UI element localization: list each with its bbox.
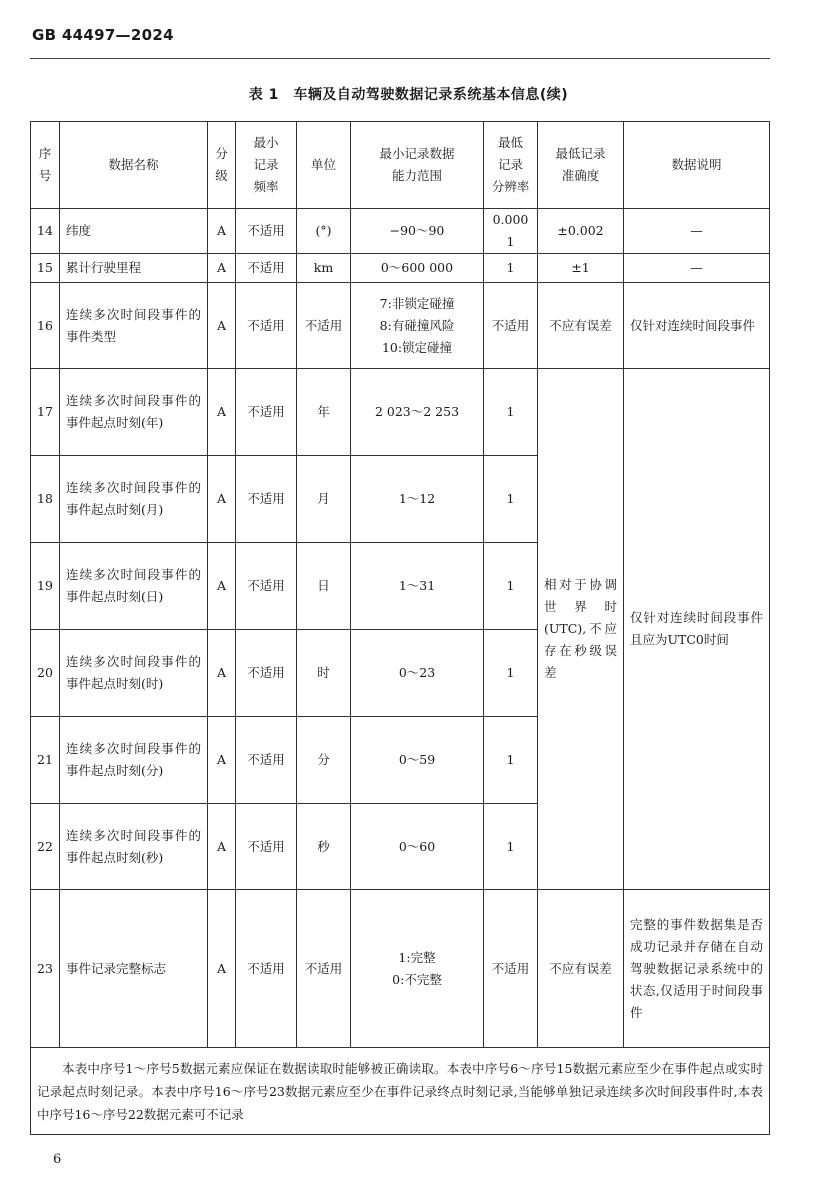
cell-name: 事件记录完整标志: [60, 890, 208, 1048]
cell-grade: A: [208, 717, 236, 804]
cell-grade: A: [208, 209, 236, 254]
cell-resolution: 1: [484, 804, 538, 890]
cell-name: 纬度: [60, 209, 208, 254]
cell-accuracy: ±0.002: [538, 209, 624, 254]
data-table: [30, 121, 770, 1135]
cell-name: 连续多次时间段事件的事件类型: [60, 283, 208, 369]
col-header-name: 数据名称: [60, 122, 208, 209]
header-rule: [30, 58, 770, 59]
cell-resolution: 1: [484, 254, 538, 283]
cell-frequency: 不适用: [236, 890, 297, 1048]
cell-description: 完整的事件数据集是否成功记录并存储在自动驾驶数据记录系统中的状态,仅适用于时间段事件: [624, 890, 770, 1048]
cell-range: −90～90: [351, 209, 484, 254]
cell-seq: 22: [31, 804, 60, 890]
cell-seq: 17: [31, 369, 60, 456]
cell-range: 0～60: [351, 804, 484, 890]
table-row: [31, 890, 770, 1048]
cell-unit: (°): [297, 209, 351, 254]
standard-code: GB 44497—2024: [32, 26, 174, 44]
cell-resolution: 不适用: [484, 283, 538, 369]
table-row: [31, 369, 770, 456]
table-row: [31, 283, 770, 369]
cell-resolution: 1: [484, 369, 538, 456]
cell-seq: 18: [31, 456, 60, 543]
cell-frequency: 不适用: [236, 543, 297, 630]
cell-accuracy: 不应有误差: [538, 890, 624, 1048]
table-row: [31, 254, 770, 283]
cell-frequency: 不适用: [236, 254, 297, 283]
cell-grade: A: [208, 254, 236, 283]
col-header-unit: 单位: [297, 122, 351, 209]
cell-resolution: 0.000 1: [484, 209, 538, 254]
cell-range: 1:完整 0:不完整: [351, 890, 484, 1048]
cell-range: 2 023～2 253: [351, 369, 484, 456]
cell-resolution: 不适用: [484, 890, 538, 1048]
cell-range: 0～23: [351, 630, 484, 717]
col-header-seq: 序 号: [31, 122, 60, 209]
cell-unit: 时: [297, 630, 351, 717]
cell-range: 7:非锁定碰撞 8:有碰撞风险 10:锁定碰撞: [351, 283, 484, 369]
cell-grade: A: [208, 283, 236, 369]
table-row: [31, 209, 770, 254]
cell-range: 1～31: [351, 543, 484, 630]
cell-frequency: 不适用: [236, 283, 297, 369]
cell-frequency: 不适用: [236, 717, 297, 804]
cell-resolution: 1: [484, 456, 538, 543]
col-header-accuracy: 最低记录 准确度: [538, 122, 624, 209]
cell-unit: 不适用: [297, 890, 351, 1048]
cell-name: 连续多次时间段事件的事件起点时刻(秒): [60, 804, 208, 890]
cell-unit: 年: [297, 369, 351, 456]
col-header-frequency: 最小 记录 频率: [236, 122, 297, 209]
cell-description-merged: 仅针对连续时间段事件且应为UTC0时间: [624, 369, 770, 890]
col-header-grade: 分 级: [208, 122, 236, 209]
cell-name: 连续多次时间段事件的事件起点时刻(月): [60, 456, 208, 543]
col-header-description: 数据说明: [624, 122, 770, 209]
cell-unit: 日: [297, 543, 351, 630]
cell-resolution: 1: [484, 630, 538, 717]
cell-grade: A: [208, 630, 236, 717]
footnote-row: [31, 1048, 770, 1135]
cell-accuracy-merged: 相对于协调世界时(UTC),不应存在秒级误差: [538, 369, 624, 890]
page-number: 6: [53, 1152, 62, 1167]
cell-unit: 秒: [297, 804, 351, 890]
cell-unit: 月: [297, 456, 351, 543]
cell-grade: A: [208, 369, 236, 456]
cell-grade: A: [208, 804, 236, 890]
cell-seq: 19: [31, 543, 60, 630]
cell-range: 0～59: [351, 717, 484, 804]
cell-frequency: 不适用: [236, 630, 297, 717]
cell-grade: A: [208, 543, 236, 630]
cell-range: 0～600 000: [351, 254, 484, 283]
table-title: 表 1 车辆及自动驾驶数据记录系统基本信息(续): [248, 87, 569, 103]
cell-description: —: [624, 254, 770, 283]
cell-range: 1～12: [351, 456, 484, 543]
cell-unit: 分: [297, 717, 351, 804]
cell-seq: 14: [31, 209, 60, 254]
cell-description: 仅针对连续时间段事件: [624, 283, 770, 369]
cell-seq: 21: [31, 717, 60, 804]
cell-seq: 15: [31, 254, 60, 283]
cell-unit: km: [297, 254, 351, 283]
col-header-resolution: 最低 记录 分辨率: [484, 122, 538, 209]
cell-seq: 20: [31, 630, 60, 717]
cell-name: 连续多次时间段事件的事件起点时刻(分): [60, 717, 208, 804]
cell-seq: 23: [31, 890, 60, 1048]
cell-name: 连续多次时间段事件的事件起点时刻(年): [60, 369, 208, 456]
table-footnote: 本表中序号1～序号5数据元素应保证在数据读取时能够被正确读取。本表中序号6～序号15数据元素应至少在事件起点或实时记录起点时刻记录。本表中序号16～序号23数据元素应至少在事件记录终点时刻记录,当能够单独记录连续多次时间段事件时,本表中序号16～序号22数据元素可不记录: [31, 1048, 770, 1135]
cell-description: —: [624, 209, 770, 254]
cell-name: 连续多次时间段事件的事件起点时刻(日): [60, 543, 208, 630]
cell-resolution: 1: [484, 717, 538, 804]
cell-unit: 不适用: [297, 283, 351, 369]
cell-frequency: 不适用: [236, 209, 297, 254]
header-row: [31, 122, 770, 209]
cell-accuracy: ±1: [538, 254, 624, 283]
cell-name: 累计行驶里程: [60, 254, 208, 283]
cell-grade: A: [208, 456, 236, 543]
cell-grade: A: [208, 890, 236, 1048]
cell-seq: 16: [31, 283, 60, 369]
cell-resolution: 1: [484, 543, 538, 630]
col-header-range: 最小记录数据 能力范围: [351, 122, 484, 209]
cell-accuracy: 不应有误差: [538, 283, 624, 369]
cell-frequency: 不适用: [236, 804, 297, 890]
cell-name: 连续多次时间段事件的事件起点时刻(时): [60, 630, 208, 717]
cell-frequency: 不适用: [236, 456, 297, 543]
cell-frequency: 不适用: [236, 369, 297, 456]
